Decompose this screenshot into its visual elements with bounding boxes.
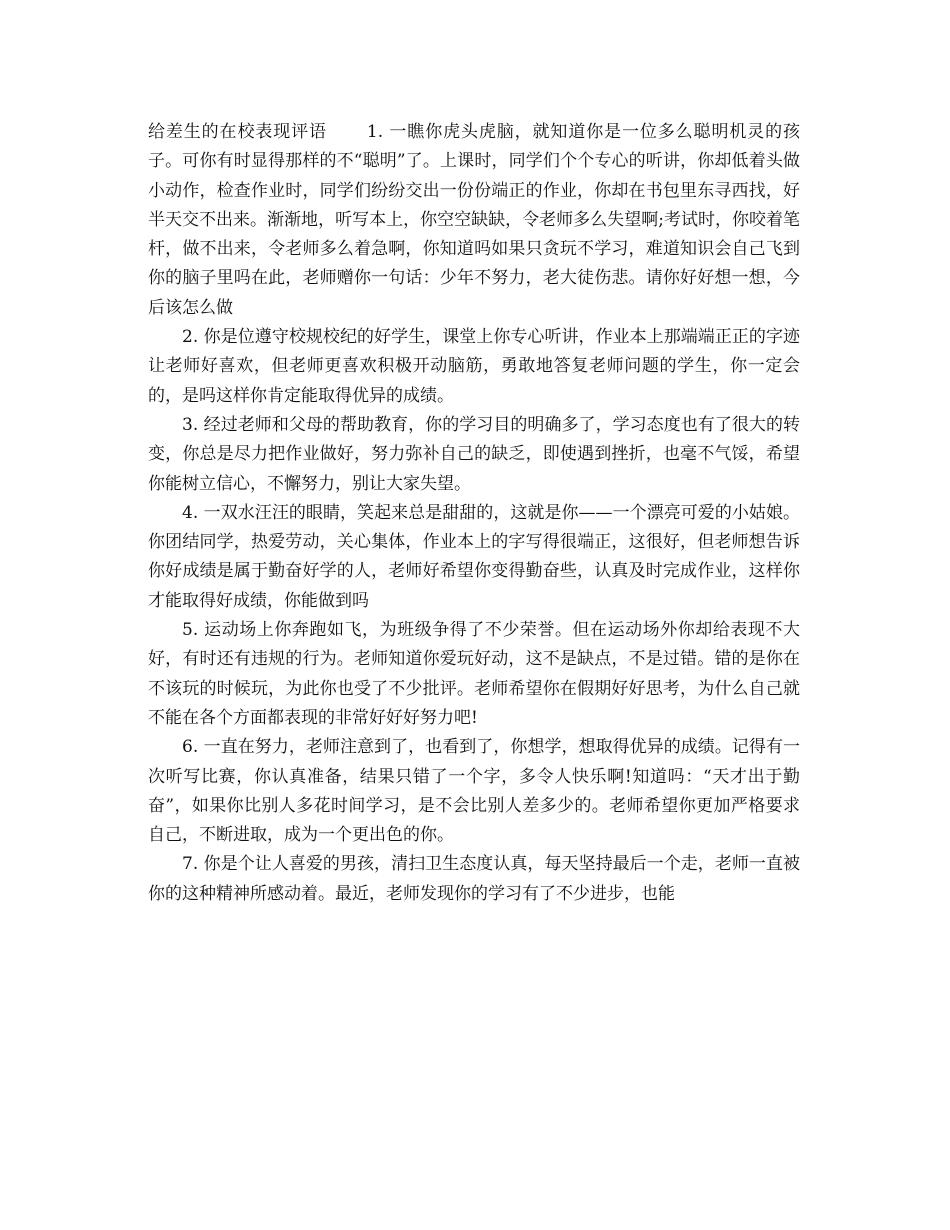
document-body — [148, 118, 800, 909]
paragraph-2: 2. 你是位遵守校规校纪的好学生，课堂上你专心听讲，作业本上那端端正正的字迹让老师好喜欢，但老师更喜欢积极开动脑筋，勇敢地答复老师问题的学生，你一定会的，是吗这样你肯定能取得优异的成绩。 — [148, 327, 800, 406]
document-title: 给差生的在校表现评语 — [148, 122, 327, 142]
paragraph-1 — [148, 118, 800, 323]
paragraph-6: 6. 一直在努力，老师注意到了，也看到了，你想学，想取得优异的成绩。记得有一次听写比赛，你认真准备，结果只错了一个字，多令人快乐啊!知道吗：“天才出于勤奋”，如果你比别人多花时间学习，是不会比别人差多少的。老师希望你更加严格要求自己，不断进取，成为一个更出色的你。 — [148, 737, 800, 846]
paragraph-4: 4. 一双水汪汪的眼睛，笑起来总是甜甜的，这就是你——一个漂亮可爱的小姑娘。你团结同学，热爱劳动，关心集体，作业本上的字写得很端正，这很好，但老师想告诉你好成绩是属于勤奋好学的人，老师好希望你变得勤奋些，认真及时完成作业，这样你才能取得好成绩，你能做到吗 — [148, 502, 800, 611]
paragraph-5: 5. 运动场上你奔跑如飞，为班级争得了不少荣誉。但在运动场外你却给表现不大好，有时还有违规的行为。老师知道你爱玩好动，这不是缺点，不是过错。错的是你在不该玩的时候玩，为此你也受了不少批评。老师希望你在假期好好思考，为什么自己就不能在各个方面都表现的非常好好好努力吧! — [148, 620, 800, 728]
paragraph-7: 7. 你是个让人喜爱的男孩，清扫卫生态度认真，每天坚持最后一个走，老师一直被你的这种精神所感动着。最近，老师发现你的学习有了不少进步，也能 — [148, 854, 800, 904]
paragraph-3: 3. 经过老师和父母的帮助教育，你的学习目的明确多了，学习态度也有了很大的转变，你总是尽力把作业做好，努力弥补自己的缺乏，即使遇到挫折，也毫不气馁，希望你能树立信心，不懈努力，别让大家失望。 — [148, 414, 800, 494]
paragraph-text: 1. 一瞧你虎头虎脑，就知道你是一位多么聪明机灵的孩子。可你有时显得那样的不“聪明”了。上课时，同学们个个专心的听讲，你却低着头做小动作，检查作业时，同学们纷纷交出一份份端正的作业，你却在书包里东寻西找，好半天交不出来。渐渐地，听写本上，你空空缺缺，令老师多么失望啊;考试时，你咬着笔杆，做不出来，令老师多么着急啊，你知道吗如果只贪玩不学习，难道知识会自己飞到你的脑子里吗在此，老师赠你一句话：少年不努力，老大徒伤悲。请你好好想一想，今后该怎么做 — [148, 122, 801, 318]
